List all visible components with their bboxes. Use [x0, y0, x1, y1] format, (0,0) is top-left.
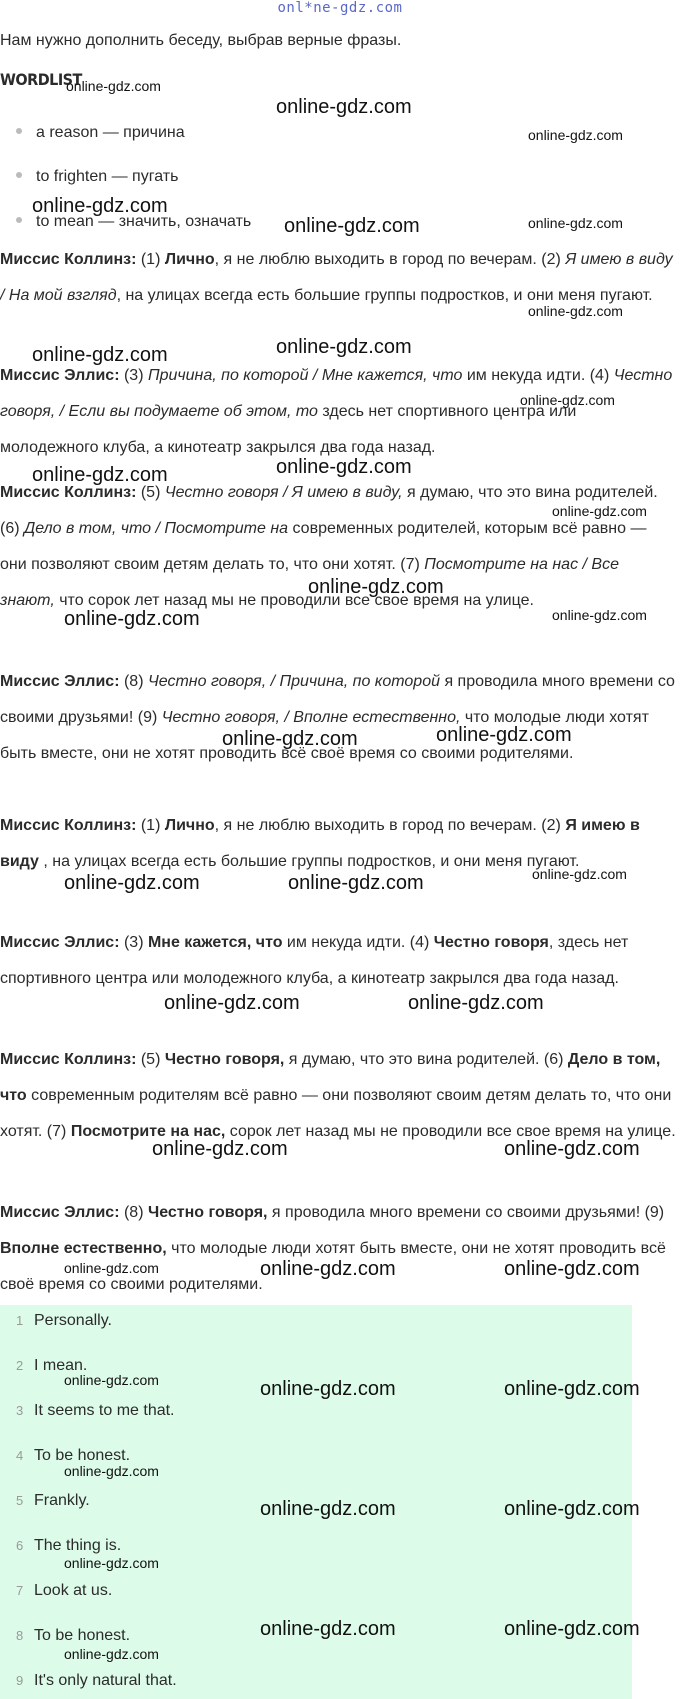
- answer-item: [16, 1537, 121, 1555]
- text: что сорок лет назад мы не проводили все свое время на улице.: [54, 592, 534, 609]
- phrase: Честно говоря,: [147, 1204, 268, 1221]
- watermark: online-gdz.com: [528, 303, 623, 319]
- watermark: online-gdz.com: [288, 872, 424, 894]
- watermark: online-gdz.com: [64, 872, 200, 894]
- watermark: online-gdz.com: [532, 866, 627, 882]
- watermark: online-gdz.com: [64, 1260, 159, 1276]
- text: (5): [136, 484, 165, 501]
- text: сорок лет назад мы не проводили все свое время на улице.: [225, 1123, 676, 1140]
- options: Честно говоря, / Вполне естественно,: [161, 709, 461, 726]
- watermark: online-gdz.com: [152, 1138, 288, 1160]
- options: Я имею в виду / На мой взгляд: [0, 251, 673, 304]
- watermark: online-gdz.com: [260, 1258, 396, 1280]
- watermark: online-gdz.com: [504, 1378, 640, 1400]
- watermark: online-gdz.com: [504, 1618, 640, 1640]
- watermark: online-gdz.com: [436, 724, 572, 746]
- watermark: online-gdz.com: [164, 992, 300, 1014]
- wordlist-item: [16, 124, 185, 142]
- text: (1): [136, 251, 165, 268]
- wordlist-heading: WORDLIST: [0, 70, 82, 89]
- answer-text: Personally.: [34, 1312, 112, 1329]
- answer-paragraph: [0, 1042, 676, 1150]
- watermark: online-gdz.com: [520, 392, 615, 408]
- bullet-icon: [16, 172, 22, 178]
- text: им некуда идти. (4): [282, 934, 434, 951]
- answer-number: 2: [16, 1358, 24, 1373]
- answer-text: Frankly.: [34, 1492, 90, 1509]
- watermark: online-gdz.com: [408, 992, 544, 1014]
- text: современных родителей, которым всё равно — они позволяют своим детям делать то, что они хотят. (7): [0, 520, 647, 573]
- text: я проводила много времени со своими друзьями! (9): [267, 1204, 665, 1221]
- speaker: Миссис Коллинз:: [0, 251, 137, 268]
- watermark: online-gdz.com: [32, 344, 168, 366]
- speaker: Миссис Эллис:: [0, 934, 120, 951]
- answer-text: To be honest.: [34, 1627, 131, 1644]
- options: Посмотрите на нас / Все знают,: [0, 556, 619, 609]
- text: я думаю, что это вина родителей. (6): [0, 484, 658, 537]
- text: я думаю, что это вина родителей. (6): [284, 1051, 568, 1068]
- text: я проводила много времени со своими друзьями! (9): [0, 673, 675, 726]
- phrase: Честно говоря,: [164, 1051, 285, 1068]
- watermark: online-gdz.com: [284, 215, 420, 237]
- text: здесь нет спортивного центра или молодежного клуба, а кинотеатр закрылся два года назад.: [0, 403, 577, 456]
- speaker: Миссис Эллис:: [0, 1204, 120, 1221]
- watermark: online-gdz.com: [528, 215, 623, 231]
- bullet-icon: [16, 128, 22, 134]
- watermark: online-gdz.com: [66, 78, 161, 94]
- watermark: online-gdz.com: [64, 608, 200, 630]
- answer-text: The thing is.: [34, 1537, 122, 1554]
- phrase: Посмотрите на нас,: [70, 1123, 226, 1140]
- answer-item: [16, 1402, 175, 1420]
- phrase: Лично: [164, 817, 215, 834]
- text: , я не люблю выходить в город по вечерам. (2): [214, 817, 566, 834]
- task-intro: Нам нужно дополнить беседу, выбрав верные фразы.: [0, 32, 402, 49]
- watermark: online-gdz.com: [260, 1498, 396, 1520]
- phrase: Я имею в виду: [0, 817, 640, 870]
- speaker: Миссис Коллинз:: [0, 1051, 137, 1068]
- watermark: online-gdz.com: [504, 1138, 640, 1160]
- text: , здесь нет спортивного центра или молодежного клуба, а кинотеатр закрылся два года назад.: [0, 934, 629, 987]
- answer-number: 6: [16, 1538, 24, 1553]
- watermark: online-gdz.com: [32, 464, 168, 486]
- speaker: Миссис Коллинз:: [0, 817, 137, 834]
- watermark: online-gdz.com: [308, 576, 444, 598]
- phrase: Лично: [164, 251, 215, 268]
- answer-item: [16, 1627, 130, 1645]
- watermark: online-gdz.com: [64, 1555, 159, 1571]
- answer-paragraph: [0, 1195, 676, 1303]
- options: Честно говоря, / Причина, по которой: [147, 673, 440, 690]
- wordlist-item-text: a reason — причина: [36, 124, 185, 141]
- answer-paragraph: [0, 925, 676, 997]
- answer-item: [16, 1672, 177, 1690]
- speaker: Миссис Коллинз:: [0, 484, 137, 501]
- watermark: online-gdz.com: [552, 607, 647, 623]
- watermark: online-gdz.com: [504, 1498, 640, 1520]
- watermark: online-gdz.com: [222, 728, 358, 750]
- text: (3): [119, 367, 148, 384]
- bullet-icon: [16, 217, 22, 223]
- dialogue-paragraph: [0, 664, 676, 772]
- watermark: online-gdz.com: [552, 503, 647, 519]
- text: современным родителям всё равно — они позволяют своим детям делать то, что они хотят. (7): [0, 1087, 672, 1140]
- watermark: online-gdz.com: [528, 127, 623, 143]
- watermark: online-gdz.com: [260, 1618, 396, 1640]
- answer-text: I mean.: [34, 1357, 88, 1374]
- header-watermark: onl*ne-gdz.com: [277, 0, 403, 16]
- text: (5): [136, 1051, 165, 1068]
- phrase: Вполне естественно,: [0, 1240, 167, 1257]
- watermark: online-gdz.com: [260, 1378, 396, 1400]
- watermark: online-gdz.com: [276, 96, 412, 118]
- speaker: Миссис Эллис:: [0, 367, 120, 384]
- text: что молодые люди хотят быть вместе, они не хотят проводить всё своё время со своими родителями.: [0, 1240, 666, 1293]
- phrase: Дело в том, что: [0, 1051, 661, 1104]
- text: им некуда идти. (4): [462, 367, 614, 384]
- text: (1): [136, 817, 165, 834]
- wordlist-item-text: to mean — значить, означать: [36, 213, 252, 230]
- speaker: Миссис Эллис:: [0, 673, 120, 690]
- answer-text: Look at us.: [34, 1582, 113, 1599]
- answer-item: [16, 1312, 112, 1330]
- phrase: Мне кажется, что: [147, 934, 283, 951]
- answer-text: It's only natural that.: [34, 1672, 177, 1689]
- options: Честно говоря, / Если вы подумаете об этом, то: [0, 367, 673, 420]
- watermark: online-gdz.com: [64, 1646, 159, 1662]
- options: Честно говоря / Я имею в виду,: [164, 484, 403, 501]
- text: , на улицах всегда есть большие группы подростков, и они меня пугают.: [116, 287, 653, 304]
- watermark: online-gdz.com: [276, 456, 412, 478]
- options: Дело в том, что / Посмотрите на: [24, 520, 289, 537]
- phrase: Честно говоря: [433, 934, 549, 951]
- answer-number: 7: [16, 1583, 24, 1598]
- wordlist-item-text: to frighten — пугать: [36, 168, 179, 185]
- watermark: online-gdz.com: [504, 1258, 640, 1280]
- answer-number: 8: [16, 1628, 24, 1643]
- text: что молодые люди хотят быть вместе, они не хотят проводить всё своё время со своими родителями.: [0, 709, 649, 762]
- answer-number: 5: [16, 1493, 24, 1508]
- text: , на улицах всегда есть большие группы подростков, и они меня пугают.: [38, 853, 580, 870]
- text: (8): [119, 673, 148, 690]
- watermark: online-gdz.com: [64, 1372, 159, 1388]
- watermark: online-gdz.com: [64, 1463, 159, 1479]
- text: (8): [119, 1204, 148, 1221]
- text: , я не люблю выходить в город по вечерам. (2): [214, 251, 566, 268]
- answer-item: [16, 1492, 90, 1510]
- answer-text: To be honest.: [34, 1447, 131, 1464]
- text: (3): [119, 934, 148, 951]
- answer-number: 3: [16, 1403, 24, 1418]
- watermark: online-gdz.com: [276, 336, 412, 358]
- wordlist-item: [16, 168, 178, 186]
- answer-text: It seems to me that.: [34, 1402, 175, 1419]
- dialogue-paragraph: [0, 358, 676, 466]
- options: Причина, по которой / Мне кажется, что: [147, 367, 463, 384]
- answer-item: [16, 1582, 112, 1600]
- answer-number: 1: [16, 1313, 24, 1328]
- answer-number: 4: [16, 1448, 24, 1463]
- watermark: online-gdz.com: [32, 195, 168, 217]
- answer-number: 9: [16, 1673, 24, 1688]
